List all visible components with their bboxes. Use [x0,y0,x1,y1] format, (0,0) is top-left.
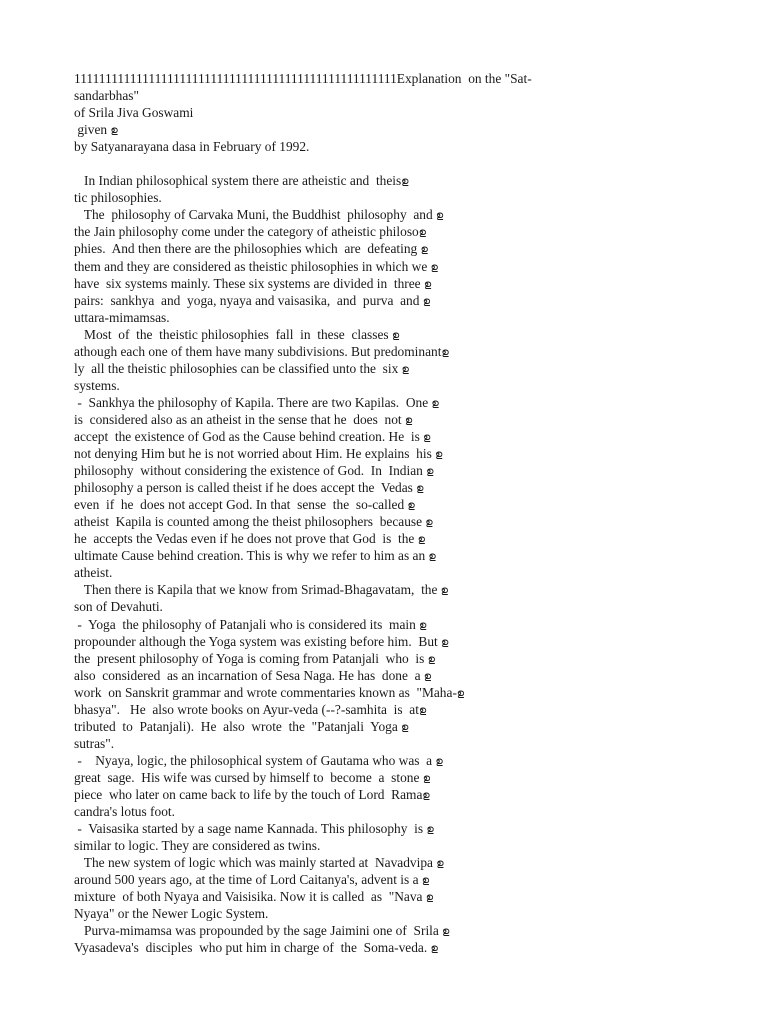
body-line [74,922,694,939]
line-break-mark: ഉ [416,483,424,495]
body-line-text: Most of the theistic philosophies fall in these classes [74,326,392,342]
body-line-text: accept the existence of God as the Cause behind creation. He is [74,428,424,444]
body-line-text: piece who later on came back to life by the touch of Lord Rama [74,786,423,802]
body-line [74,445,694,462]
body-line-text: atheist Kapila is counted among the theist philosophers because [74,514,426,530]
body-line-text: philosophy without considering the existence of God. In Indian [74,463,427,479]
line-break-mark: ഉ [426,824,434,836]
body-line-text: son of Devahuti. [74,599,163,615]
body-line [74,769,694,786]
line-break-mark: ഉ [430,261,438,273]
document-body [74,172,694,956]
body-line [74,172,694,189]
body-line-text: also considered as an incarnation of Sesa Naga. He has done a [74,667,424,683]
line-break-mark: ഉ [428,551,436,563]
body-line-text: work on Sanskrit grammar and wrote commentaries known as "Maha- [74,684,457,700]
line-break-mark: ഉ [391,329,400,341]
body-line [74,240,694,257]
line-break-mark: ഉ [421,875,430,887]
body-line-text: ly all the theistic philosophies can be classified unto the six [74,360,402,376]
body-line-text: athough each one of them have many subdivisions. But predominant [74,343,442,359]
body-line-text: In Indian philosophical system there are atheistic and theis [74,173,402,189]
body-line [74,530,694,547]
body-line-text: is considered also as an atheist in the sense that he does not [74,411,405,427]
body-line [74,786,694,803]
body-line-text: have six systems mainly. These six systems are divided in three [74,275,424,291]
paragraph-gap [74,155,694,172]
body-line [74,292,694,309]
line-break-mark: ഉ [440,585,448,597]
header-line-text: given [74,122,111,138]
line-break-mark: ഉ [436,210,444,222]
body-line-text: tributed to Patanjali). He also wrote the "Patanjali Yoga [74,718,402,734]
body-line [74,513,694,530]
body-line [74,701,694,718]
line-break-mark: ഉ [401,721,409,733]
line-break-mark: ഉ [425,892,434,904]
header-line [74,104,694,121]
line-break-mark: ഉ [423,278,432,290]
body-line-text: similar to logic. They are considered as twins. [74,838,321,854]
header-line-text: sandarbhas" [74,88,139,104]
header-line [74,138,694,155]
body-line-text: bhasya". He also wrote books on Ayur-veda (--?-samhita is at [74,701,419,717]
body-line [74,735,694,752]
line-break-mark: ഉ [441,636,449,648]
body-line-text: phies. And then there are the philosophies which are defeating [74,241,421,257]
body-line-text: ultimate Cause behind creation. This is why we refer to him as an [74,548,429,564]
body-line [74,496,694,513]
body-line-text: great sage. His wife was cursed by himself to become a stone [74,769,423,785]
header-line [74,121,694,138]
line-break-mark: ഉ [404,414,413,426]
body-line [74,258,694,275]
line-break-mark: ഉ [401,176,409,188]
body-line [74,206,694,223]
body-line-text: tic philosophies. [74,190,162,206]
line-break-mark: ഉ [419,619,427,631]
body-line-text: atheist. [74,565,113,581]
body-line-text: Vyasadeva's disciples who put him in charge of the Soma-veda. [74,940,431,956]
document-header [74,70,694,155]
line-break-mark: ഉ [423,431,431,443]
body-line [74,326,694,343]
line-break-mark: ഉ [423,670,432,682]
body-line [74,871,694,888]
document-text [74,70,694,956]
body-line [74,275,694,292]
body-line [74,598,694,615]
body-line-text: the present philosophy of Yoga is coming from Patanjali who is [74,650,428,666]
body-line [74,479,694,496]
header-line-text: 1111111111111111111111111111111111111111111111111111Explanation on the "Sat- [74,71,532,86]
body-line-text: he accepts the Vedas even if he does not prove that God is the [74,531,418,547]
line-break-mark: ഉ [401,363,409,375]
body-line [74,854,694,871]
body-line [74,684,694,701]
line-break-mark: ഉ [420,244,428,256]
line-break-mark: ഉ [422,295,431,307]
body-line [74,343,694,360]
line-break-mark: ഉ [435,449,443,461]
body-line-text: - Sankhya the philosophy of Kapila. There are two Kapilas. One [74,394,432,410]
header-line-text: of Srila Jiva Goswami [74,105,194,121]
body-line [74,547,694,564]
line-break-mark: ഉ [430,943,438,955]
body-line [74,377,694,394]
body-line-text: Purva-mimamsa was propounded by the sage Jaimini one of Srila [74,923,443,939]
body-line-text: The new system of logic which was mainly started at Navadvipa [74,855,437,871]
line-break-mark: ഉ [431,397,439,409]
line-break-mark: ഉ [425,517,433,529]
body-line [74,752,694,769]
body-line [74,564,694,581]
header-line [74,87,694,104]
body-line [74,803,694,820]
line-break-mark: ഉ [417,534,425,546]
line-break-mark: ഉ [422,772,431,784]
body-line-text: sutras". [74,735,115,751]
body-line-text: mixture of both Nyaya and Vaisisika. Now it is called as "Nava [74,889,426,905]
body-line [74,888,694,905]
body-line-text: propounder although the Yoga system was existing before him. But [74,633,442,649]
line-break-mark: ഉ [110,125,118,137]
body-line [74,394,694,411]
body-line [74,616,694,633]
body-line [74,820,694,837]
body-line-text: - Nyaya, logic, the philosophical system of Gautama who was a [74,752,436,768]
body-line [74,360,694,377]
body-line [74,667,694,684]
line-break-mark: ഉ [426,466,434,478]
body-line-text: not denying Him but he is not worried about Him. He explains his [74,446,436,462]
line-break-mark: ഉ [435,755,443,767]
body-line-text: pairs: sankhya and yoga, nyaya and vaisasika, and purva and [74,292,423,308]
body-line-text: systems. [74,377,120,393]
line-break-mark: ഉ [441,346,449,358]
body-line [74,462,694,479]
body-line [74,411,694,428]
body-line-text: - Vaisasika started by a sage name Kannada. This philosophy is [74,821,427,837]
line-break-mark: ഉ [422,789,430,801]
header-line [74,70,694,87]
body-line [74,650,694,667]
body-line-text: even if he does not accept God. In that sense the so-called [74,497,408,513]
line-break-mark: ഉ [427,653,435,665]
body-line-text: The philosophy of Carvaka Muni, the Buddhist philosophy and [74,207,437,223]
body-line-text: candra's lotus foot. [74,804,175,820]
body-line [74,309,694,326]
line-break-mark: ഉ [418,704,427,716]
line-break-mark: ഉ [442,926,450,938]
line-break-mark: ഉ [456,687,465,699]
body-line-text: - Yoga the philosophy of Patanjali who is considered its main [74,616,420,632]
body-line-text: around 500 years ago, at the time of Lord Caitanya's, advent is a [74,872,422,888]
body-line-text: philosophy a person is called theist if he does accept the Vedas [74,480,417,496]
body-line [74,223,694,240]
body-line [74,905,694,922]
body-line-text: uttara-mimamsas. [74,309,170,325]
header-line-text: by Satyanarayana dasa in February of 1992. [74,139,310,155]
body-line-text: the Jain philosophy come under the category of atheistic philoso [74,224,419,240]
body-line-text: them and they are considered as theistic philosophies in which we [74,258,431,274]
line-break-mark: ഉ [407,500,415,512]
body-line [74,837,694,854]
line-break-mark: ഉ [418,227,426,239]
body-line [74,581,694,598]
body-line [74,428,694,445]
body-line [74,189,694,206]
body-line-text: Nyaya" or the Newer Logic System. [74,906,269,922]
line-break-mark: ഉ [436,858,444,870]
body-line [74,633,694,650]
body-line-text: Then there is Kapila that we know from Srimad-Bhagavatam, the [74,582,441,598]
body-line [74,718,694,735]
body-line [74,939,694,956]
